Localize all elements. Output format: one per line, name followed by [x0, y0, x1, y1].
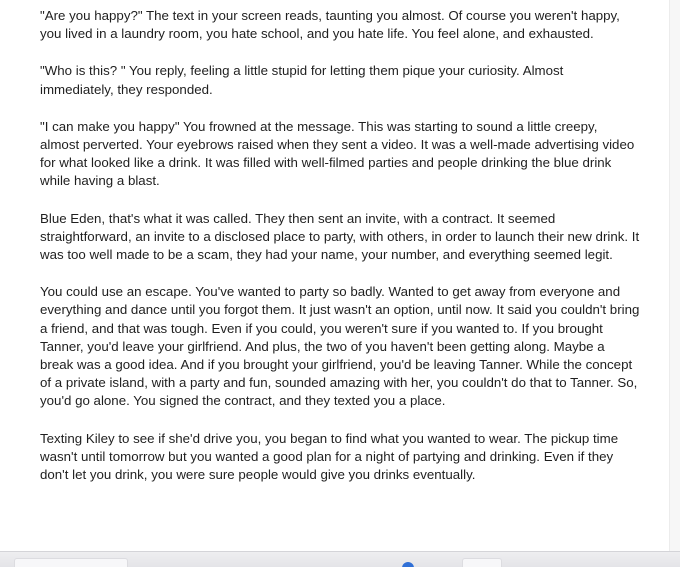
paragraph-3: "I can make you happy" You frowned at the message. This was starting to sound a little creepy, almost perverted. Your eyebrows raised when they sent a video. It was a well-made advertising video for what looked like a drink. It was filled with well-filmed parties and people drinking the blue drink while having a blast. — [40, 118, 635, 189]
paragraph-1: "Are you happy?" The text in your screen reads, taunting you almost. Of course you weren't happy, you lived in a laundry room, you hate school, and you hate life. You feel alone, and exhausted. — [40, 8, 620, 42]
taskbar-search-box[interactable] — [14, 558, 128, 567]
vertical-scrollbar[interactable] — [669, 0, 680, 551]
browser-icon[interactable] — [402, 562, 414, 567]
paragraph-5: You could use an escape. You've wanted to party so badly. Wanted to get away from everyone and everything and dance until you forgot them. It just wasn't an option, until now. It said you couldn't bring a friend, and that was tough. Even if you could, you weren't sure if you wanted to. If you brought Tanner, you'd leave your girlfriend. And plus, the two of you haven't been getting along. Maybe a break was a good idea. And if you brought your girlfriend, you'd be leaving Tanner. While the concept of a private island, with a party and fun, sounded amazing with her, you couldn't do that to Tanner. So, you'd go alone. You signed the contract, and they texted you a place. — [40, 284, 640, 409]
taskbar-app-button[interactable] — [462, 558, 502, 567]
paragraph-2: "Who is this? " You reply, feeling a little stupid for letting them pique your curiosity. Almost immediately, they responded. — [40, 63, 564, 97]
story-text — [40, 7, 640, 484]
paragraph-4: Blue Eden, that's what it was called. They then sent an invite, with a contract. It seemed straightforward, an invite to a disclosed place to party, with others, in order to launch their new drink. It was too well made to be a scam, they had your name, your number, and everything seemed legit. — [40, 210, 640, 263]
paragraph-6: Texting Kiley to see if she'd drive you, you began to find what you wanted to wear. The pickup time wasn't until tomorrow but you wanted a good plan for a night of partying and drinking. Even if they don't let you drink, you were sure people would give you drinks eventually. — [40, 430, 619, 483]
taskbar-edge — [0, 551, 680, 567]
